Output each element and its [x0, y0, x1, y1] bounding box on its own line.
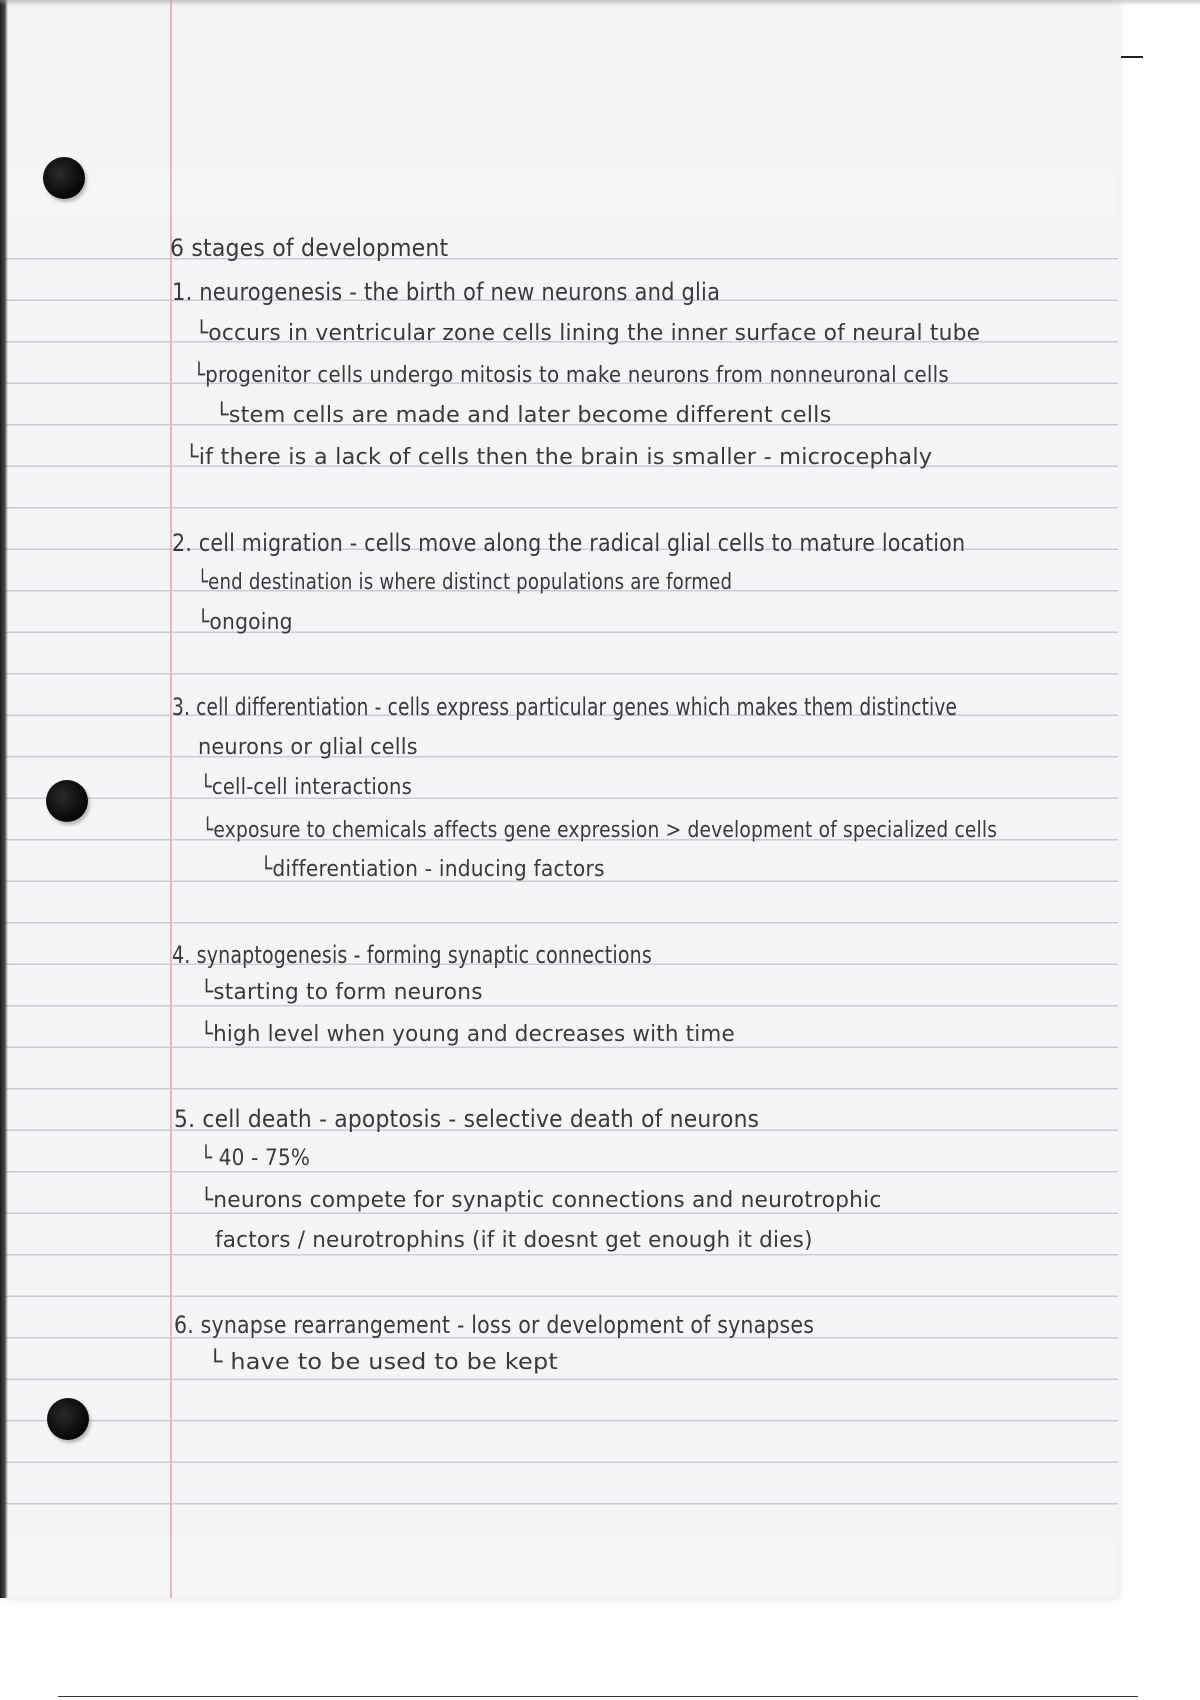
notes-title: 6 stages of development	[170, 234, 449, 262]
binder-hole-middle	[46, 780, 88, 822]
stage-5-note-1: └ 40 - 75%	[200, 1146, 311, 1171]
stage-1-note-4: └if there is a lack of cells then the brain is smaller - microcephaly	[185, 445, 933, 470]
stage-2-heading: 2. cell migration - cells move along the radical glial cells to mature location	[172, 529, 966, 557]
stage-1-note-2: └progenitor cells undergo mitosis to make neurons from nonneuronal cells	[193, 363, 949, 388]
stage-3-note-3: └exposure to chemicals affects gene expression > development of specialized cells	[202, 818, 998, 843]
stage-1-note-1: └occurs in ventricular zone cells lining the inner surface of neural tube	[195, 321, 981, 346]
scan-top-shadow	[0, 0, 1200, 6]
stage-5-heading: 5. cell death - apoptosis - selective death of neurons	[174, 1105, 760, 1133]
stage-3-note-2: └cell-cell interactions	[200, 775, 412, 800]
stage-3-note-4: └differentiation - inducing factors	[260, 857, 605, 882]
stage-2-note-2: └ongoing	[197, 610, 293, 635]
binder-hole-bottom	[47, 1398, 89, 1440]
corner-dash-mark	[1121, 56, 1143, 58]
scan-bottom-edge-line	[58, 1696, 1138, 1697]
stage-3-note-1: neurons or glial cells	[198, 735, 418, 760]
stage-1-note-3: └stem cells are made and later become different cells	[215, 403, 832, 428]
stage-6-heading: 6. synapse rearrangement - loss or development of synapses	[174, 1311, 815, 1339]
binder-hole-top	[43, 157, 85, 199]
stage-4-note-1: └starting to form neurons	[200, 980, 483, 1005]
sheet-footer-blank	[0, 1540, 1118, 1598]
stage-4-heading: 4. synaptogenesis - forming synaptic connections	[172, 941, 652, 969]
stage-1-heading: 1. neurogenesis - the birth of new neurons and glia	[172, 278, 721, 306]
stage-4-note-2: └high level when young and decreases with time	[200, 1022, 735, 1047]
stage-2-note-1: └end destination is where distinct populations are formed	[197, 570, 733, 595]
sheet-header-blank	[0, 0, 1118, 218]
stage-5-note-3: factors / neurotrophins (if it doesnt get enough it dies)	[215, 1228, 813, 1253]
stage-3-heading: 3. cell differentiation - cells express particular genes which makes them distinctive	[172, 693, 958, 721]
stage-5-note-2: └neurons compete for synaptic connections and neurotrophic	[200, 1188, 882, 1213]
stage-6-note-1: └ have to be used to be kept	[208, 1350, 558, 1375]
page-left-edge	[0, 0, 8, 1598]
